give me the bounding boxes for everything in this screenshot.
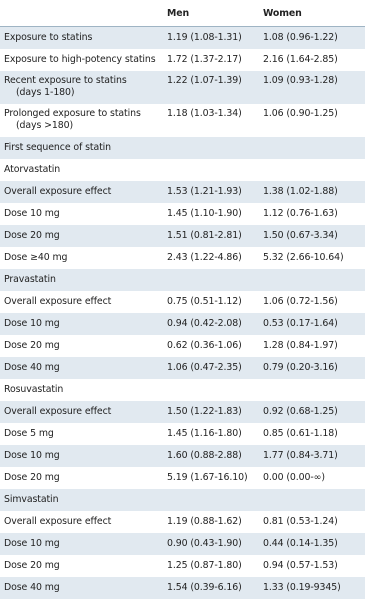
row-label-sub: (days >180)	[16, 120, 74, 131]
women-value	[259, 379, 365, 401]
men-value: 1.45 (1.16-1.80)	[167, 428, 242, 439]
table-row	[0, 181, 365, 203]
men-value: 1.51 (0.81-2.81)	[163, 225, 259, 247]
men-value: 0.75 (0.51-1.12)	[167, 296, 242, 307]
women-value	[259, 269, 365, 291]
row-label: Dose 20 mg	[0, 225, 163, 247]
men-value: 2.43 (1.22-4.86)	[167, 252, 242, 263]
women-value: 1.50 (0.67-3.34)	[259, 225, 365, 247]
row-label: Dose 20 mg	[4, 340, 60, 351]
header-row	[0, 0, 365, 27]
row-label: Dose 5 mg	[4, 428, 54, 439]
women-value: 1.28 (0.84-1.97)	[263, 340, 338, 351]
men-value: 1.54 (0.39-6.16)	[163, 577, 259, 599]
row-label: Dose 40 mg	[0, 577, 163, 599]
men-value	[163, 159, 259, 181]
women-value: 0.85 (0.61-1.18)	[263, 428, 338, 439]
men-value: 1.06 (0.47-2.35)	[163, 357, 259, 379]
women-value: 1.08 (0.96-1.22)	[259, 27, 365, 49]
table-row	[0, 423, 365, 445]
men-value: 0.94 (0.42-2.08)	[163, 313, 259, 335]
header-label-column	[0, 0, 163, 27]
row-label: Dose 20 mg	[4, 472, 60, 483]
men-value	[163, 269, 259, 291]
men-value: 1.19 (1.08-1.31)	[163, 27, 259, 49]
table-row	[0, 225, 365, 247]
men-value	[163, 137, 259, 159]
women-value: 1.06 (0.72-1.56)	[263, 296, 338, 307]
row-label-multiline	[0, 104, 163, 137]
women-value: 0.44 (0.14-1.35)	[259, 533, 365, 555]
women-value: 1.09 (0.93-1.28)	[259, 71, 365, 104]
table-row-section	[0, 159, 365, 181]
table-row-section	[0, 137, 365, 159]
women-value: 0.00 (0.00-∞)	[263, 472, 325, 483]
women-value: 0.79 (0.20-3.16)	[259, 357, 365, 379]
row-label-multiline	[0, 71, 163, 104]
row-label: Dose 10 mg	[0, 533, 163, 555]
row-label: Dose 40 mg	[0, 357, 163, 379]
row-label: Exposure to statins	[0, 27, 163, 49]
section-label: First sequence of statin	[0, 137, 163, 159]
women-value	[259, 137, 365, 159]
table-row	[0, 313, 365, 335]
row-label: Overall exposure effect	[4, 296, 112, 307]
men-value: 1.18 (1.03-1.34)	[167, 107, 242, 119]
table-row	[0, 511, 365, 533]
row-label: Prolonged exposure to statins	[4, 107, 141, 119]
row-label: Dose 20 mg	[4, 560, 60, 571]
table-row	[0, 401, 365, 423]
men-value: 0.62 (0.36-1.06)	[167, 340, 242, 351]
table-row	[0, 71, 365, 104]
row-label: Overall exposure effect	[0, 401, 163, 423]
table-row	[0, 291, 365, 313]
row-label: Overall exposure effect	[0, 181, 163, 203]
women-value: 1.12 (0.76-1.63)	[263, 208, 338, 219]
header-men: Men	[163, 0, 259, 27]
men-value: 1.19 (0.88-1.62)	[167, 516, 242, 527]
men-value: 1.72 (1.37-2.17)	[167, 54, 242, 65]
men-value	[163, 379, 259, 401]
women-value: 5.32 (2.66-10.64)	[263, 252, 344, 263]
row-label: Dose 10 mg	[4, 208, 60, 219]
table-row	[0, 203, 365, 225]
row-label: Exposure to high-potency statins	[4, 54, 156, 65]
table-row-section	[0, 379, 365, 401]
men-value: 5.19 (1.67-16.10)	[167, 472, 248, 483]
men-value: 1.25 (0.87-1.80)	[167, 560, 242, 571]
table-row	[0, 247, 365, 269]
table-row-section	[0, 269, 365, 291]
women-value: 0.53 (0.17-1.64)	[259, 313, 365, 335]
men-value: 1.45 (1.10-1.90)	[167, 208, 242, 219]
women-value	[259, 489, 365, 511]
women-value: 1.06 (0.90-1.25)	[263, 107, 338, 119]
table-row	[0, 467, 365, 489]
row-label: Recent exposure to statins	[4, 74, 127, 86]
men-value: 1.22 (1.07-1.39)	[163, 71, 259, 104]
section-label: Simvastatin	[0, 489, 163, 511]
women-value: 0.94 (0.57-1.53)	[263, 560, 338, 571]
table-row	[0, 104, 365, 137]
table-row	[0, 357, 365, 379]
header-women: Women	[259, 0, 365, 27]
row-label: Dose 10 mg	[0, 445, 163, 467]
row-label: Dose 10 mg	[0, 313, 163, 335]
women-value: 1.38 (1.02-1.88)	[259, 181, 365, 203]
women-value: 1.33 (0.19-9345)	[259, 577, 365, 599]
women-value: 0.92 (0.68-1.25)	[259, 401, 365, 423]
women-value	[259, 159, 365, 181]
row-label: Dose ≥40 mg	[4, 252, 68, 263]
table-row	[0, 445, 365, 467]
table-row-section	[0, 489, 365, 511]
men-value	[163, 489, 259, 511]
table-row	[0, 577, 365, 599]
women-value: 1.77 (0.84-3.71)	[259, 445, 365, 467]
men-value: 0.90 (0.43-1.90)	[163, 533, 259, 555]
table-row	[0, 49, 365, 71]
row-label: Overall exposure effect	[4, 516, 112, 527]
section-label: Pravastatin	[0, 269, 163, 291]
table-row	[0, 335, 365, 357]
table-header	[0, 0, 365, 27]
table-row	[0, 27, 365, 49]
table-body	[0, 27, 365, 599]
section-label: Rosuvastatin	[4, 384, 64, 395]
men-value: 1.53 (1.21-1.93)	[163, 181, 259, 203]
row-label-sub: (days 1-180)	[16, 87, 75, 98]
section-label: Atorvastatin	[4, 164, 61, 175]
men-value: 1.60 (0.88-2.88)	[163, 445, 259, 467]
men-value: 1.50 (1.22-1.83)	[163, 401, 259, 423]
women-value: 0.81 (0.53-1.24)	[263, 516, 338, 527]
table-row	[0, 555, 365, 577]
women-value: 2.16 (1.64-2.85)	[263, 54, 338, 65]
table-row	[0, 533, 365, 555]
